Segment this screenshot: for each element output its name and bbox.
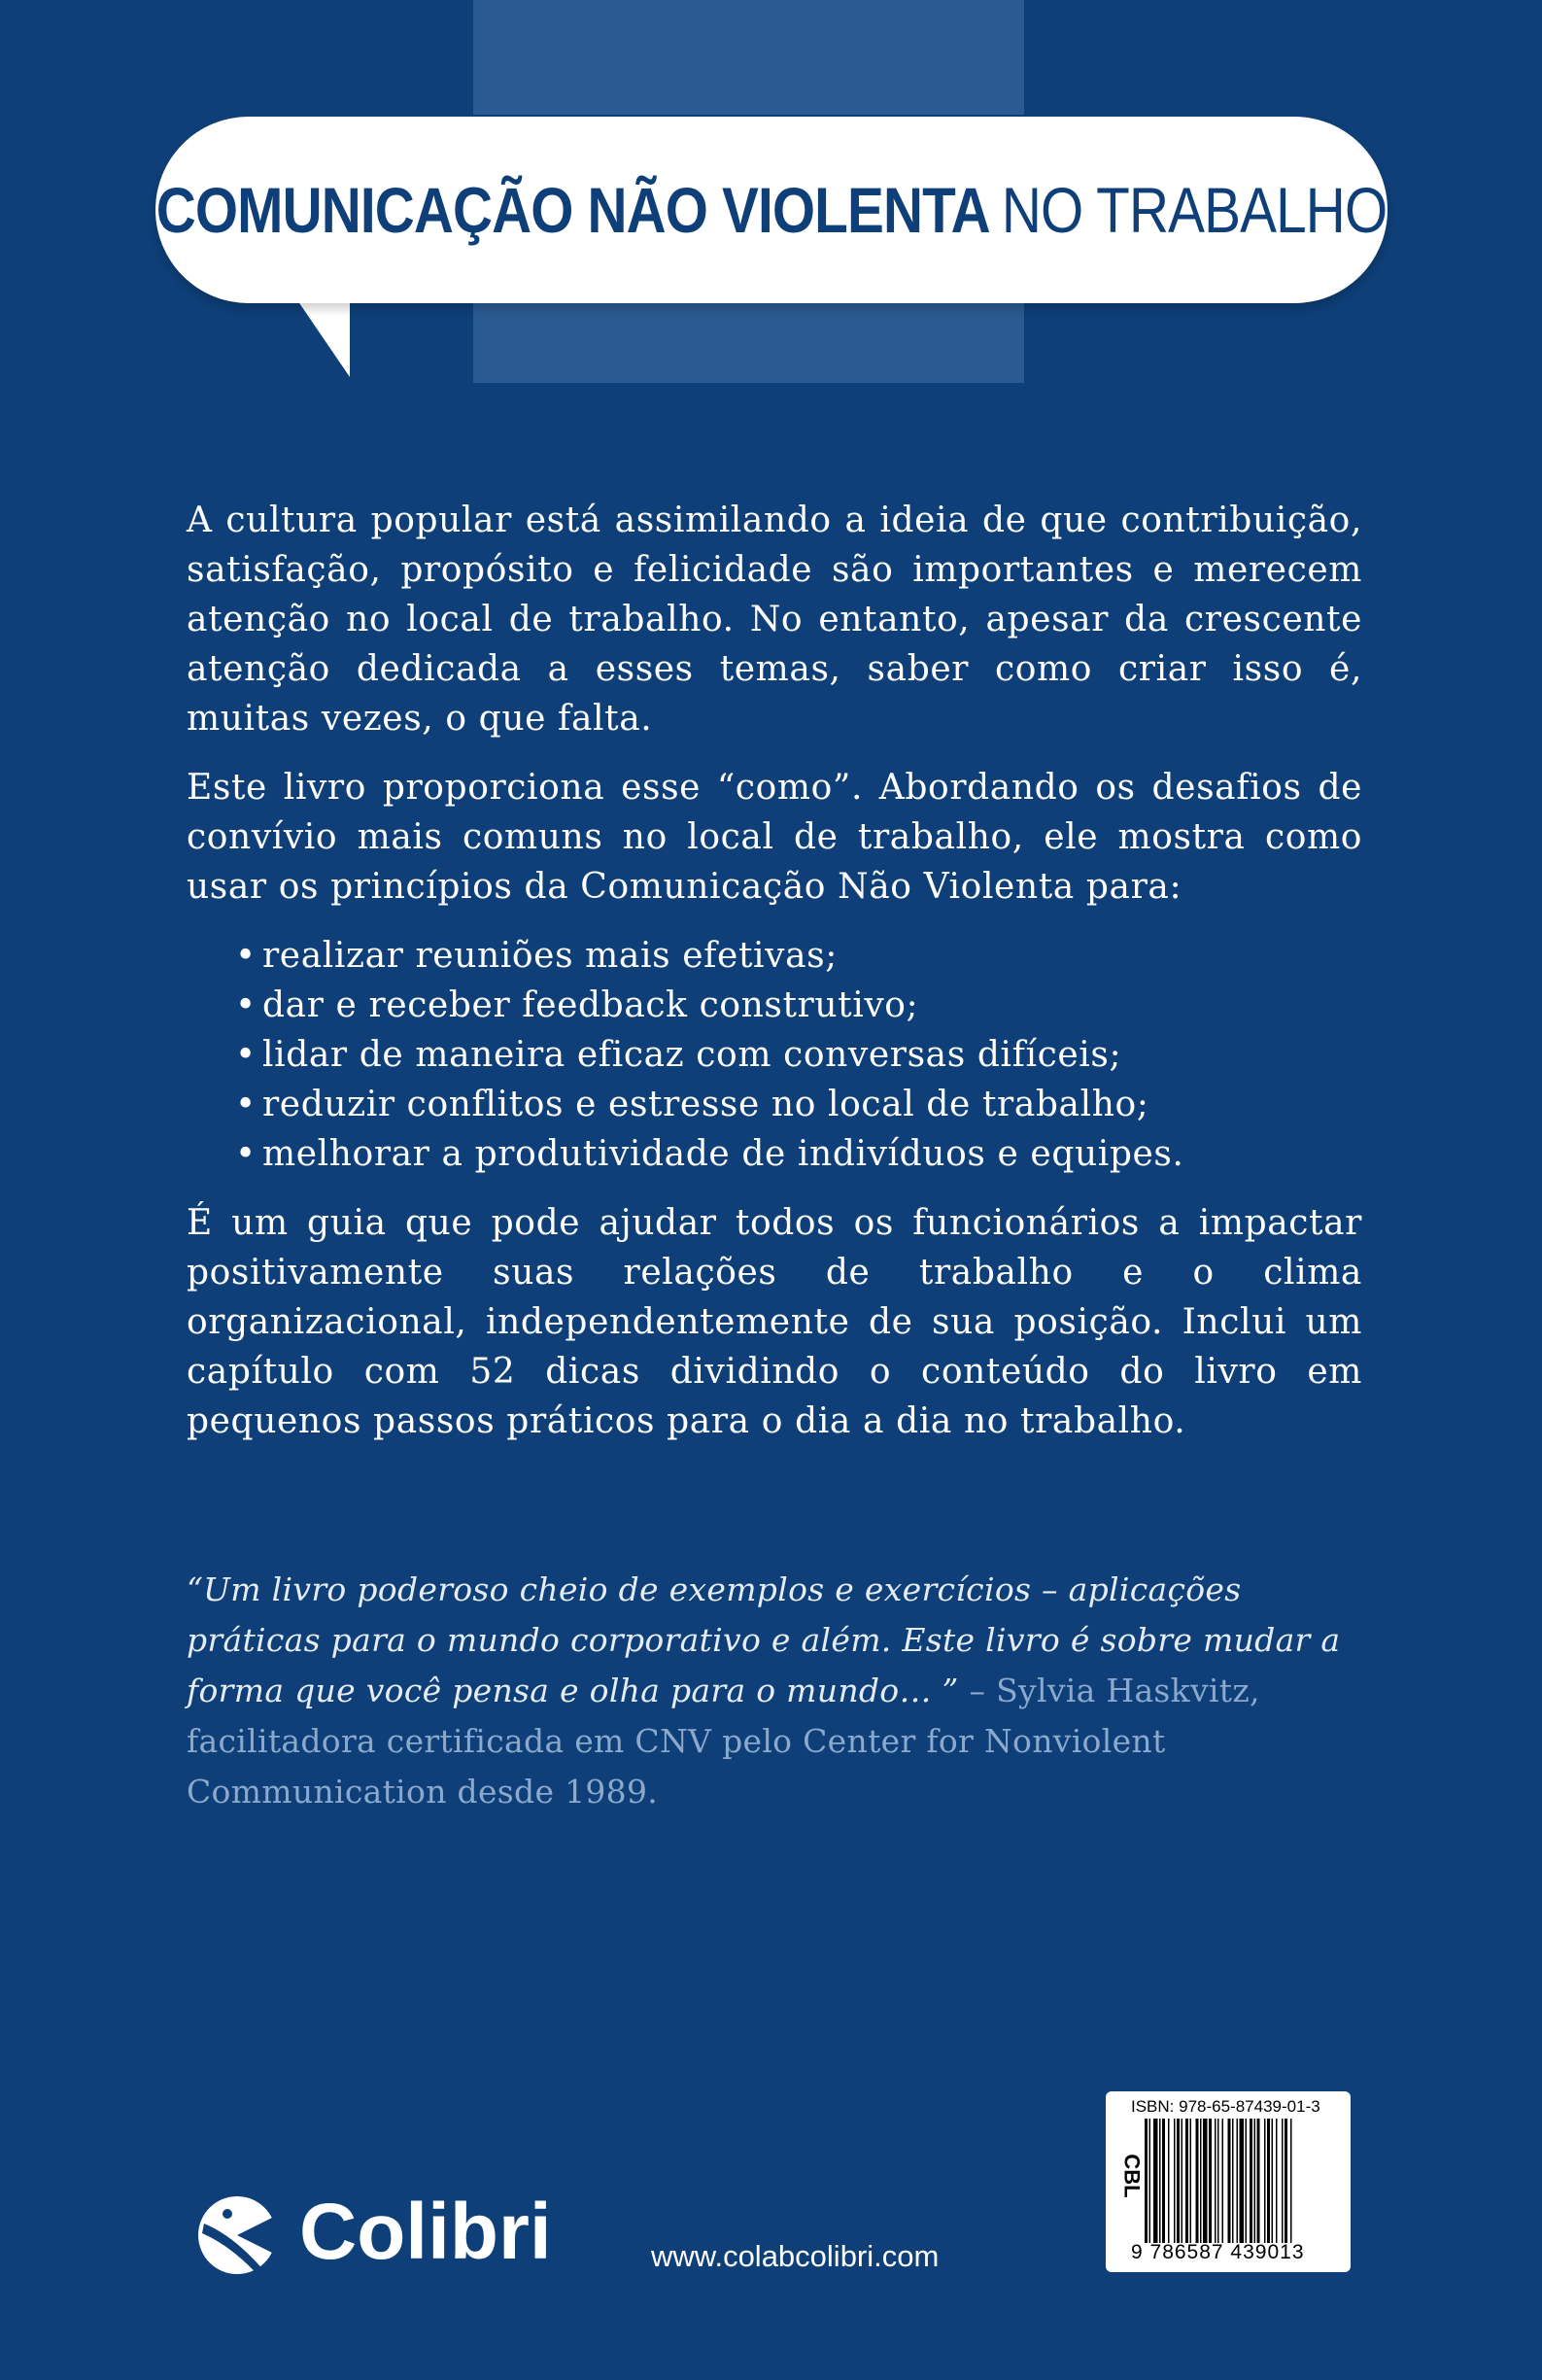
testimonial-quote (187, 1565, 1362, 1817)
publisher-name: Colibri (299, 2188, 552, 2276)
paragraph-3: É um guia que pode ajudar todos os funcionários a impactar positivamente suas relações de trabalho e o clima organizacional, independentemente de sua posição. Inclui um capítulo com 52 dicas dividindo o conteúdo do livro em pequenos passos práticos para o dia a dia no trabalho. (187, 1203, 1362, 1441)
list-item: • realizar reuniões mais efetivas; (187, 931, 1362, 981)
list-item: • reduzir conflitos e estresse no local de trabalho; (187, 1080, 1362, 1129)
barcode-bar (1222, 2119, 1224, 2243)
barcode-bar (1159, 2119, 1161, 2243)
barcode-bar (1272, 2119, 1274, 2243)
list-item: • dar e receber feedback construtivo; (187, 981, 1362, 1030)
barcode-bar (1185, 2119, 1188, 2243)
barcode-bar (1203, 2119, 1208, 2243)
barcode-bar (1182, 2119, 1183, 2243)
barcode-bar (1285, 2119, 1287, 2243)
barcode-bar (1232, 2119, 1234, 2243)
list-item: • melhorar a produtividade de indivíduos e equipes. (187, 1129, 1362, 1179)
bullet-dot: • (235, 936, 257, 976)
barcode-bar (1240, 2119, 1245, 2243)
barcode-bar (1267, 2119, 1270, 2243)
list-item: • lidar de maneira eficaz com conversas difíceis; (187, 1030, 1362, 1080)
hummingbird-icon (194, 2185, 280, 2282)
barcode-bar (1190, 2119, 1192, 2243)
barcode-bar (1200, 2119, 1202, 2243)
barcode-bars (1145, 2119, 1345, 2243)
book-title (155, 117, 1388, 303)
barcode-bar (1209, 2119, 1212, 2243)
barcode-bar (1264, 2119, 1266, 2243)
barcode-bar (1149, 2119, 1151, 2243)
paragraph-1: A cultura popular está assimilando a ideia de que contribuição, satisfação, propósito e felicidade são importantes e merecem atenção no local de trabalho. No entanto, apesar da crescente atenção dedicada a esses temas, saber como criar isso é, muitas vezes, o que falta. (187, 500, 1362, 739)
barcode-digits: 9 786587 439013 (1131, 2241, 1305, 2263)
bullet-dot: • (235, 1134, 257, 1174)
barcode-bar (1290, 2119, 1292, 2243)
paragraph-2: Este livro proporciona esse “como”. Abordando os desafios de convívio mais comuns no local de trabalho, ele mostra como usar os princípios da Comunicação Não Violenta para: (187, 768, 1362, 907)
title-light: NO TRABALHO (1001, 174, 1388, 246)
isbn-label: ISBN: 978-65-87439-01-3 (1131, 2097, 1320, 2116)
barcode-bar (1282, 2119, 1284, 2243)
publisher-website: www.colabcolibri.com (651, 2239, 940, 2273)
barcode-bar (1215, 2119, 1216, 2243)
barcode-bar (1162, 2119, 1165, 2243)
title-bold: COMUNICAÇÃO NÃO VIOLENTA (155, 174, 990, 246)
description (187, 496, 1362, 1466)
barcode-bar (1250, 2119, 1252, 2243)
isbn-barcode (1106, 2091, 1351, 2272)
bullet-dot: • (235, 985, 257, 1025)
barcode-bar (1246, 2119, 1248, 2243)
barcode-bar (1196, 2119, 1199, 2243)
bottom-band (473, 303, 1024, 383)
bullet-dot: • (235, 1085, 257, 1124)
cbl-mark: CBL (1119, 2154, 1145, 2198)
barcode-bar (1228, 2119, 1231, 2243)
publisher-logo (194, 2185, 556, 2282)
barcode-bar (1237, 2119, 1239, 2243)
barcode-bar (1254, 2119, 1256, 2243)
barcode-bar (1177, 2119, 1180, 2243)
quote-attribution: – Sylvia Haskvitz, facilitadora certificada em CNV pelo Center for Nonviolent Communication desde 1989. (187, 1672, 1260, 1811)
bullet-list (187, 931, 1362, 1179)
top-band (473, 0, 1024, 115)
barcode-bar (1145, 2119, 1148, 2243)
bullet-dot: • (235, 1035, 257, 1075)
quote-text: “Um livro poderoso cheio de exemplos e exercícios – aplicações práticas para o mundo corporativo e além. Este livro é sobre mudar a forma que você pensa e olha para o mundo… ” (187, 1570, 1341, 1709)
barcode-bar (1168, 2119, 1170, 2243)
barcode-bar (1217, 2119, 1219, 2243)
barcode-bar (1153, 2119, 1158, 2243)
barcode-bar (1174, 2119, 1176, 2243)
barcode-bar (1257, 2119, 1260, 2243)
barcode-bar (1276, 2119, 1278, 2243)
